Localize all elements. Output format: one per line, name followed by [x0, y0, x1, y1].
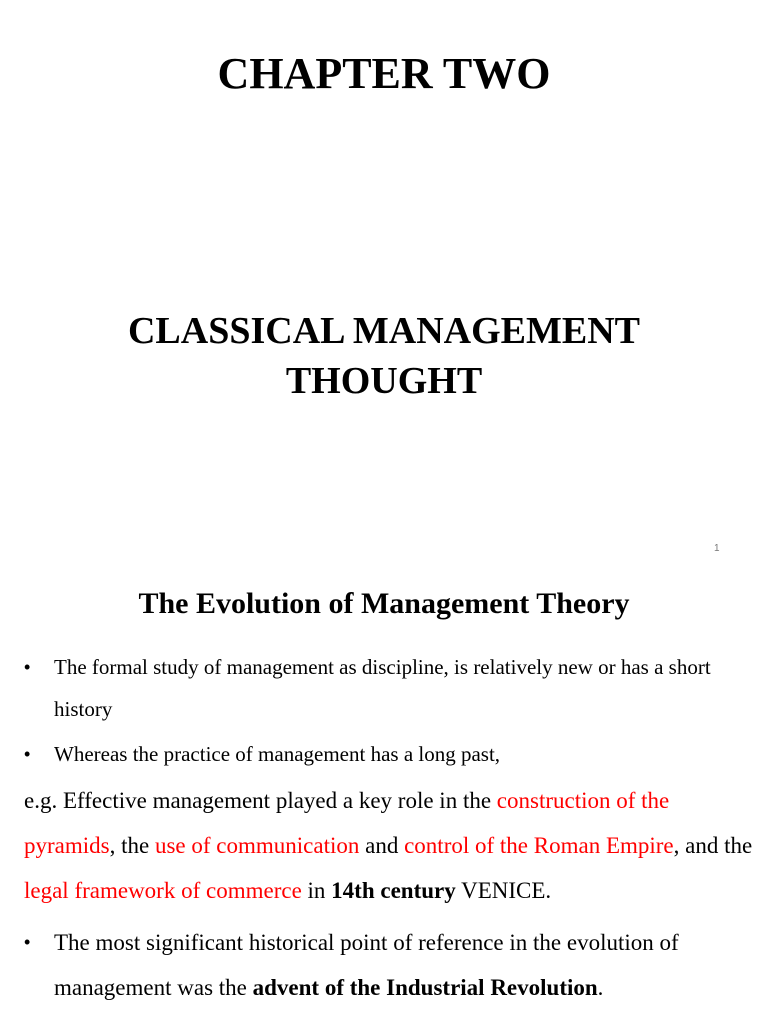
section-title: The Evolution of Management Theory	[138, 587, 630, 620]
chapter-title: CHAPTER TWO	[217, 49, 551, 98]
highlight-pyramids: construction of the pyramids	[24, 788, 670, 858]
example-text: e.g. Effective management played a key role in the	[24, 788, 497, 813]
bullet-dot: •	[24, 744, 31, 764]
slide-evolution	[0, 572, 768, 1024]
main-title	[40, 306, 728, 406]
highlight-commerce: legal framework of commerce	[24, 878, 302, 903]
bold-century: 14th century	[331, 878, 456, 903]
bullet-dot: •	[24, 932, 31, 952]
example-text: , the	[109, 833, 155, 858]
main-title-line2: THOUGHT	[285, 360, 483, 402]
example-text: VENICE.	[455, 878, 552, 903]
bullet3-end: .	[597, 975, 604, 1000]
bullet-text	[54, 920, 754, 1010]
example-text: and	[359, 833, 405, 858]
main-title-line1: CLASSICAL MANAGEMENT	[127, 310, 641, 352]
page-number: 1	[714, 543, 720, 554]
bullet-text: Whereas the practice of management has a long past,	[54, 742, 501, 766]
bullet-dot: •	[24, 657, 31, 677]
example-paragraph	[24, 778, 754, 913]
example-text: in	[301, 878, 332, 903]
bold-industrial-revolution: advent of the Industrial Revolution	[252, 975, 598, 1000]
highlight-roman-empire: control of the Roman Empire	[404, 833, 674, 858]
highlight-communication: use of communication	[154, 833, 360, 858]
bullet3-text: The most significant historical point of reference in the evolution of management was the	[54, 930, 679, 1000]
example-text: , and the	[673, 833, 753, 858]
bullet-text: The formal study of management as discipline, is relatively new or has a short history	[54, 655, 711, 721]
